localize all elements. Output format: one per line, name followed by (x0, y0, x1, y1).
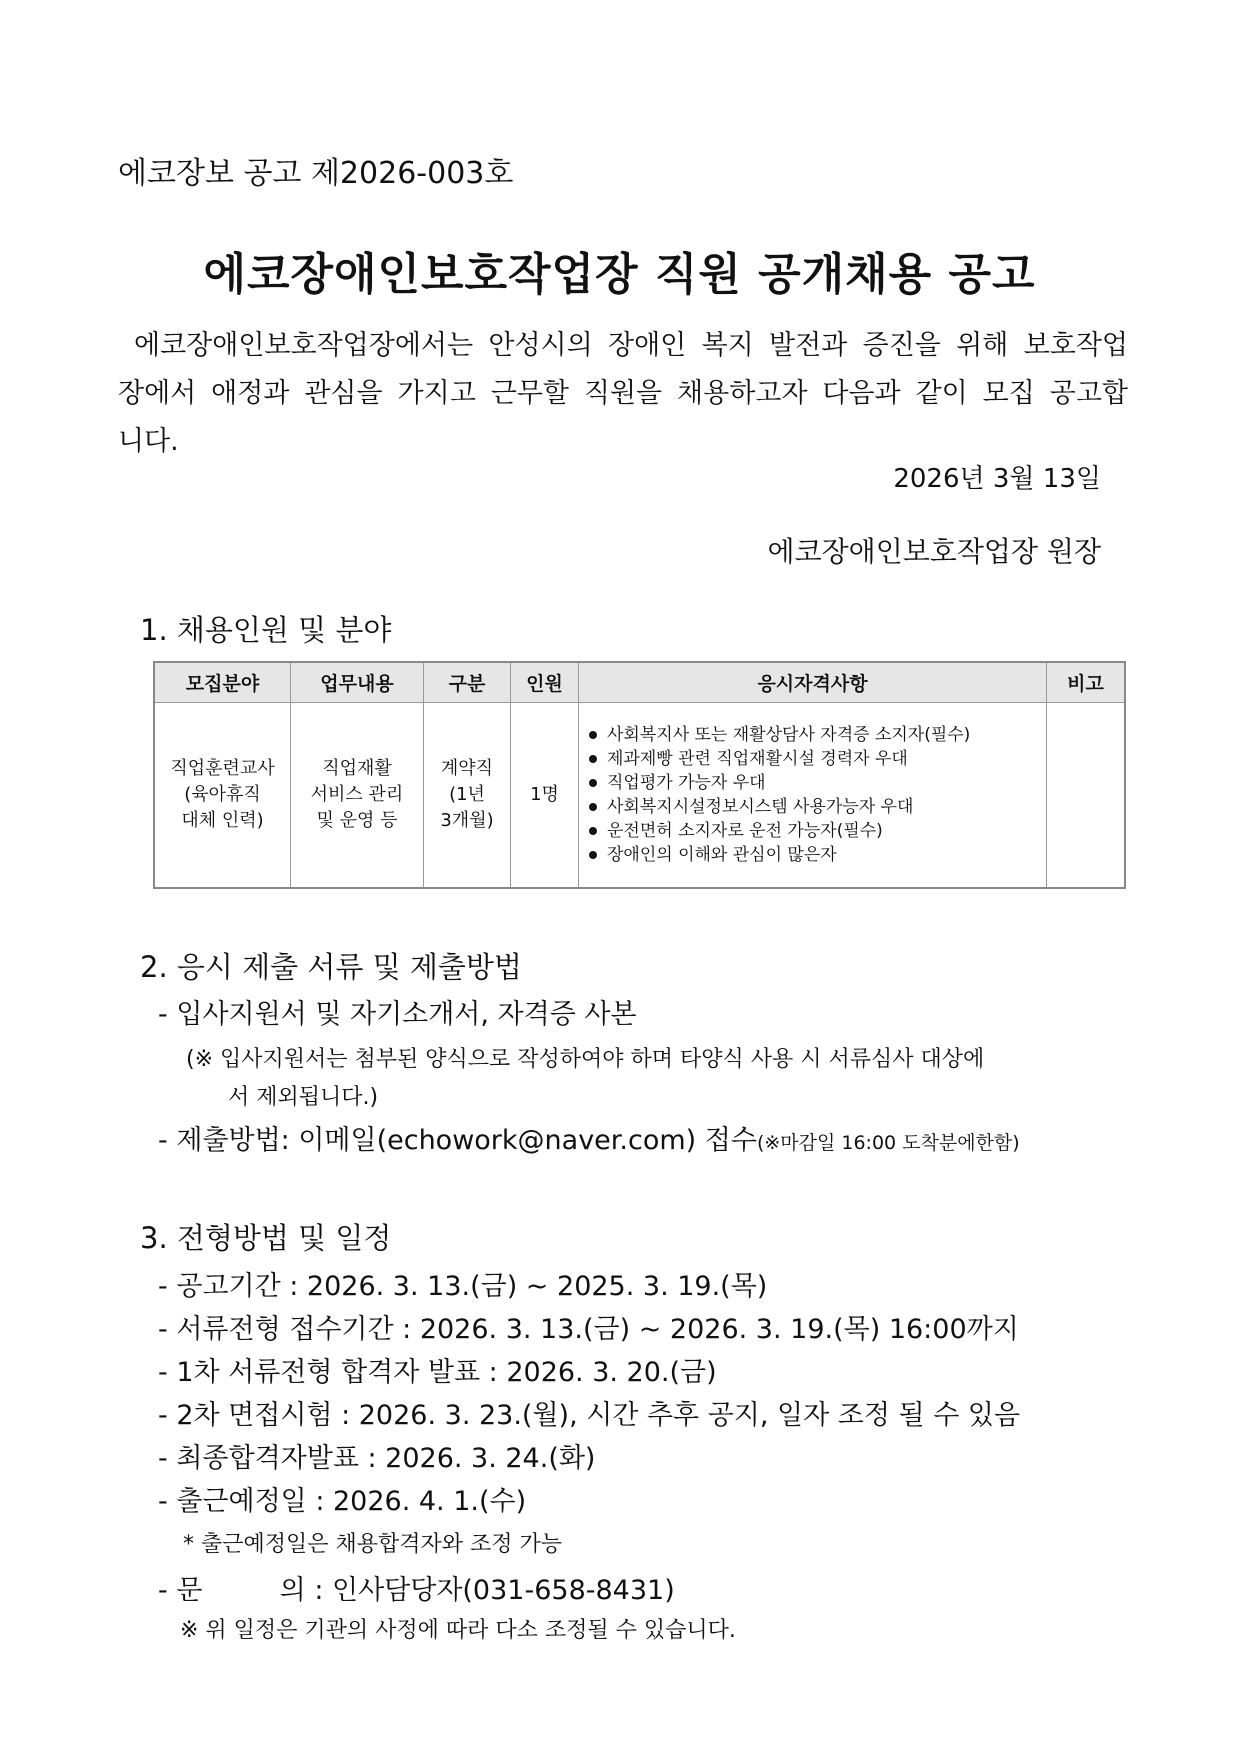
required-documents: - 입사지원서 및 자기소개서, 자격증 사본 (158, 999, 637, 1030)
schedule-item: - 서류전형 접수기간 : 2026. 3. 13.(금) ~ 2026. 3. 19.(목) 16:00까지 (158, 1314, 1019, 1345)
type-line: 계약직 (440, 758, 494, 779)
bullet-icon (589, 803, 597, 811)
signer: 에코장애인보호작업장 원장 (767, 535, 1101, 568)
list-item (589, 795, 1046, 819)
table-header-row (154, 662, 1125, 703)
page-title: 에코장애인보호작업장 직원 공개채용 공고 (203, 249, 1036, 300)
field-line: 직업훈련교사 (170, 758, 275, 779)
submission-method-text: - 제출방법: 이메일(echowork@naver.com) 접수 (158, 1125, 757, 1156)
notice-number: 에코장보 공고 제2026-003호 (118, 156, 514, 191)
form-note-line2: 서 제외됩니다.) (228, 1085, 379, 1110)
qualification-text: 장애인의 이해와 관심이 많은자 (607, 845, 837, 865)
list-item (589, 771, 1046, 795)
type-line: (1년 (449, 784, 485, 805)
bullet-icon (589, 731, 597, 739)
schedule-item: - 최종합격자발표 : 2026. 3. 24.(화) (158, 1443, 596, 1474)
type-line: 3개월) (440, 810, 494, 831)
qualification-text: 사회복지시설정보시스템 사용가능자 우대 (607, 797, 914, 817)
bullet-icon (589, 827, 597, 835)
duties-line: 직업재활 (322, 758, 392, 779)
recruitment-table (153, 661, 1126, 889)
bullet-icon (589, 779, 597, 787)
intro-paragraph: 에코장애인보호작업장에서는 안성시의 장애인 복지 발전과 증진을 위해 보호작업장에서 애정과 관심을 가지고 근무할 직원을 채용하고자 다음과 같이 모집 공고합니다. (118, 330, 1128, 457)
header-duties: 업무내용 (291, 662, 424, 703)
cell-count: 1명 (511, 703, 579, 889)
duties-line: 서비스 관리 (310, 784, 404, 805)
list-item (589, 723, 1046, 747)
header-type: 구분 (424, 662, 511, 703)
bullet-icon (589, 755, 597, 763)
qualifications-list (589, 723, 1046, 867)
header-qualifications: 응시자격사항 (579, 662, 1047, 703)
contact-info: - 문 의 : 인사담당자(031-658-8431) (158, 1575, 675, 1606)
list-item (589, 747, 1046, 771)
bullet-icon (589, 851, 597, 859)
start-date-note: * 출근예정일은 채용합격자와 조정 가능 (183, 1532, 563, 1557)
list-item (589, 819, 1046, 843)
cell-type (424, 703, 511, 889)
qualification-text: 직업평가 가능자 우대 (607, 773, 766, 793)
header-field: 모집분야 (154, 662, 291, 703)
deadline-note: (※마감일 16:00 도착분에한함) (756, 1132, 1020, 1154)
cell-field (154, 703, 291, 889)
field-line: 대체 인력) (181, 810, 264, 831)
table-row (154, 703, 1125, 889)
section2-title: 2. 응시 제출 서류 및 제출방법 (140, 950, 522, 984)
submission-method (158, 1118, 1020, 1157)
section3-title: 3. 전형방법 및 일정 (140, 1221, 392, 1255)
duties-line: 및 운영 등 (316, 810, 398, 831)
schedule-item: - 출근예정일 : 2026. 4. 1.(수) (158, 1486, 527, 1517)
qualification-text: 사회복지사 또는 재활상담사 자격증 소지자(필수) (607, 725, 971, 745)
qualification-text: 제과제빵 관련 직업재활시설 경력자 우대 (607, 749, 908, 769)
header-remarks: 비고 (1047, 662, 1126, 703)
cell-remarks (1047, 703, 1126, 889)
schedule-item: - 공고기간 : 2026. 3. 13.(금) ~ 2025. 3. 19.(목) (158, 1271, 768, 1302)
header-count: 인원 (511, 662, 579, 703)
list-item (589, 843, 1046, 867)
schedule-item: - 1차 서류전형 합격자 발표 : 2026. 3. 20.(금) (158, 1357, 717, 1388)
schedule-item: - 2차 면접시험 : 2026. 3. 23.(월), 시간 추후 공지, 일자 조정 될 수 있음 (158, 1400, 1021, 1431)
notice-date: 2026년 3월 13일 (893, 464, 1101, 494)
field-line: (육아휴직 (184, 784, 261, 805)
cell-duties (291, 703, 424, 889)
form-note-line1: (※ 입사지원서는 첨부된 양식으로 작성하여야 하며 타양식 사용 시 서류심사 대상에 (186, 1047, 985, 1072)
section1-title: 1. 채용인원 및 분야 (140, 613, 392, 647)
cell-qualifications (579, 703, 1047, 889)
qualification-text: 운전면허 소지자로 운전 가능자(필수) (607, 821, 883, 841)
final-note: ※ 위 일정은 기관의 사정에 따라 다소 조정될 수 있습니다. (180, 1618, 736, 1643)
